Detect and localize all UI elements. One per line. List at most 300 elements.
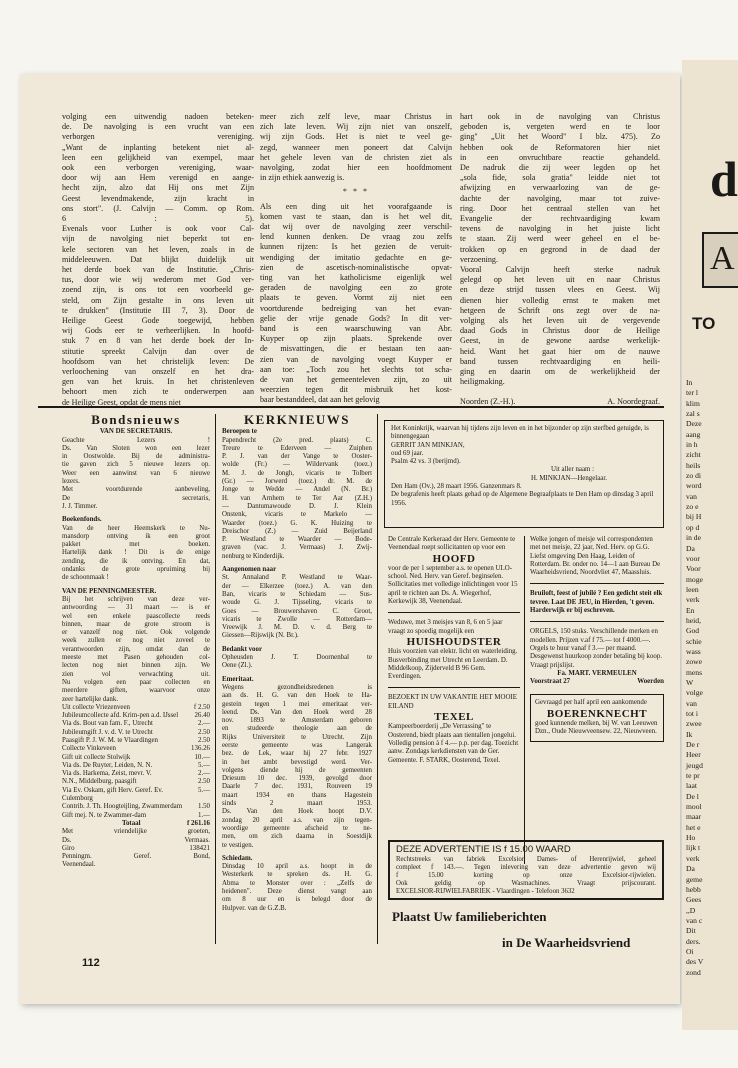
secretaris-line: De secretaris, bbox=[62, 494, 210, 502]
adjacent-line: ter l bbox=[686, 388, 699, 398]
aangenomen-heading: Aangenomen naar bbox=[222, 566, 277, 574]
article-line: wendiging der imitatio gedachte en ge- bbox=[260, 252, 452, 262]
bondsnieuws-title: Bondsnieuws bbox=[91, 412, 181, 427]
adjacent-line: voor bbox=[686, 553, 700, 563]
adjacent-line: moge bbox=[686, 574, 703, 584]
article-line: hebben ook de Reformatoren hier niet bbox=[460, 142, 660, 152]
article-line: ons stort". (J. Calvijn — Comm. op Rom. bbox=[62, 203, 254, 213]
penning-line: lecten nog niet binnen zijn. We bbox=[62, 662, 210, 670]
article-line: kunnen rijzen: Is het gezien de veruit- bbox=[260, 242, 452, 252]
beroepen-line: wolde (Fr.) — Wildervank (toez.) bbox=[222, 461, 372, 469]
column-divider bbox=[377, 414, 378, 944]
article-line: „Want de inplanting betekent niet al- bbox=[62, 142, 254, 152]
article-line: vijn de navolging niet beperkt tot en- bbox=[62, 234, 254, 244]
emeritaat-line: gestein tegen 1 mei emeritaat ver- bbox=[222, 700, 372, 708]
emeritaat-line: zondag 20 april a.s. van zijn tegen- bbox=[222, 816, 372, 824]
gift-row bbox=[62, 737, 210, 745]
gift-row bbox=[62, 712, 210, 720]
obituary-place-date: Den Ham (Ov.), 28 maart 1956. Ganzenmars 8. bbox=[391, 483, 522, 491]
gift-amount: 2.— bbox=[197, 770, 210, 778]
secretaris-line: lezers. bbox=[62, 478, 80, 486]
adjacent-line: zicht bbox=[686, 450, 701, 460]
beroepen-line: M. J. de Jongh, vicaris te Tolbert bbox=[222, 469, 372, 477]
adjacent-line: Ho bbox=[686, 833, 696, 843]
vermeulen-address bbox=[530, 678, 664, 686]
adjacent-line: leen bbox=[686, 584, 699, 594]
beroepen-line: Jonge te Wedde — Andel (N. Br.) bbox=[222, 486, 372, 494]
emeritaat-line: eerste gemeente was Langerak bbox=[222, 741, 372, 749]
texel-body: Kampeerboerderij „De Verrassing" te Oosterend, biedt plaats aan tientallen jongelui. Volledig pension à f 4.— p.p. per dag. Toezicht aanw. Zondags kerkdiensten van de Ger. Gemeente. F. STARK, Oosterend, Texel. bbox=[388, 723, 519, 764]
article-line: band tussen rechtvaardiging en heili- bbox=[460, 356, 660, 366]
gift-label: Jubileumgift J. v. d. V. te Utrecht bbox=[62, 728, 153, 736]
boekenfonds-line: mansdorp ontving ik een groot bbox=[62, 532, 210, 540]
emeritaat-line: Driesum 10 dec. 1939, gevolgd door bbox=[222, 775, 372, 783]
gift-row bbox=[62, 787, 210, 804]
article-line: de Heilige Geest, opdat de mens niet bbox=[62, 397, 181, 407]
adjacent-line: aang bbox=[686, 429, 701, 439]
adjacent-text bbox=[686, 378, 738, 978]
excelsior-line: f 15.00 korting op onze Excelsior-rijwielen. bbox=[396, 872, 656, 880]
article-line: verzoening. bbox=[460, 254, 498, 264]
adjacent-line: Da bbox=[686, 864, 695, 874]
obituary-name: GERRIT JAN MINKJAN, bbox=[391, 441, 465, 449]
orgels-ad: ORGELS, 150 stuks. Verschillende merken en modellen. Prijzen v.af f 75.— tot f 4000.—. Orgels te huur vanaf f 3.— per maand. Desgewenst huurkoop zonder betaling bij koop. Vraagt prijslijst. bbox=[530, 628, 663, 669]
adjacent-line: volge bbox=[686, 688, 703, 698]
article-line: trokken op en gegrond in de daad der bbox=[460, 244, 660, 254]
penning-line: Bij het schrijven van deze ver- bbox=[62, 595, 210, 603]
article-line: zien de ascetisch-nominalistische opvat- bbox=[260, 262, 452, 272]
article-line: verborgen vereniging. bbox=[62, 132, 254, 142]
aangenomen-line: Ban, vicaris te Schiedam — Sus- bbox=[222, 590, 372, 598]
beroepen-line: Papendrecht (2e pred. plaats) C. bbox=[222, 436, 372, 444]
article-column-3 bbox=[460, 112, 660, 408]
article-line: het derde boek van de Institutie. „Chris- bbox=[62, 265, 254, 275]
adjacent-line: het e bbox=[686, 822, 701, 832]
weduwe-ad: Weduwe, met 3 meisjes van 8, 6 en 5 jaar vraagt zo spoedig mogelijk een bbox=[388, 619, 503, 635]
article-column-1 bbox=[62, 112, 254, 408]
adjacent-line: En bbox=[686, 605, 695, 615]
article-line: afwijzing en verwaarlozing van de ge- bbox=[460, 183, 660, 193]
bedankt-line: Opheusden J. T. Doornenbal te bbox=[222, 654, 372, 662]
beroepen-line: Treure te Ederveen — Zuiphen bbox=[222, 444, 372, 452]
adjacent-line: laat bbox=[686, 781, 697, 791]
obituary-family-label: Uit aller naam : bbox=[551, 466, 595, 474]
gift-list bbox=[62, 704, 210, 820]
article-line: lend kunnen denken. De vraag zou zelfs bbox=[260, 232, 452, 242]
boer-title: BOERENKNECHT bbox=[546, 707, 648, 720]
article-line: Kuyper op zijn plaats. Sprekende over bbox=[260, 334, 452, 344]
total-label: Totaal bbox=[122, 819, 141, 827]
article-line: gelegd op het leven uit en naar Christus bbox=[460, 275, 660, 285]
adjacent-line: geme bbox=[686, 874, 703, 884]
boerenknecht-ad bbox=[530, 694, 664, 741]
schiedam-line: Hulpver. van de G.Z.B. bbox=[222, 904, 287, 912]
article-line: wij Gods eer te verheerlijken. In hoofd- bbox=[62, 326, 254, 336]
schiedam-line: heidenen". Deze dienst vangt aan bbox=[222, 888, 372, 896]
boekenfonds-line: ondanks de grote opruiming bij bbox=[62, 566, 210, 574]
boekenfonds-line: zending, die ik ontving. En dat, bbox=[62, 557, 210, 565]
gift-amount: 2.50 bbox=[197, 736, 210, 744]
boekenfonds-line: de schoonmaak ! bbox=[62, 574, 109, 582]
adjacent-line: schie bbox=[686, 636, 702, 646]
emeritaat-line: Ds. Van den Hoek hoopt D.V. bbox=[222, 808, 372, 816]
total-amount: f 261.16 bbox=[187, 819, 210, 827]
penning-line: Nu volgen een paar collecten en bbox=[62, 678, 210, 686]
gift-label: Via ds. Bout van fam. F., Utrecht bbox=[62, 720, 153, 728]
closing-line: Met vriendelijke groeten, bbox=[62, 828, 210, 836]
gift-label: Collecte Vinkeveen bbox=[62, 745, 116, 753]
excelsior-title: DEZE ADVERTENTIE IS f 15.00 WAARD bbox=[396, 844, 571, 855]
article-line: komen vast te staan, dan is het wel dit, bbox=[260, 211, 452, 221]
article-line: geboden is, vergeten werd en te loor bbox=[460, 122, 660, 132]
adjacent-line: hebb bbox=[686, 884, 701, 894]
emeritaat-line: sinds 2 maart 1953. bbox=[222, 800, 372, 808]
emeritaat-line: Wegens gezondheidsredenen is bbox=[222, 683, 372, 691]
article-line: kele sectoren van het leven, zoals in de bbox=[62, 244, 254, 254]
adjacent-line: maar bbox=[686, 812, 702, 822]
beroepen-line: graven (vac. J. Vermaas) J. Zwij- bbox=[222, 544, 372, 552]
obituary-age: oud 69 jaar. bbox=[391, 449, 424, 457]
adjacent-line: Ik bbox=[686, 729, 693, 739]
obituary-family-name: H. MINKJAN—Hengelaar. bbox=[531, 474, 607, 482]
article-line: Evangelie der rechtvaardiging kwam bbox=[460, 214, 660, 224]
gift-amount: 5.— bbox=[197, 761, 210, 769]
emeritaat-line: en studeerde theologie aan de bbox=[222, 725, 372, 733]
slogan-line-1: Plaatst Uw familieberichten bbox=[392, 909, 547, 924]
aangenomen-line: der — Elkerzee (toez.) A. van den bbox=[222, 582, 372, 590]
secretaris-line: in Oostwolde. Bij de administra- bbox=[62, 453, 210, 461]
article-line: weerzien tegen dit misbruik het kost- bbox=[260, 385, 452, 395]
adjacent-line: bij H bbox=[686, 512, 702, 522]
penning-line: binnen, maar de grote stroom is bbox=[62, 620, 210, 628]
adjacent-line: Gees bbox=[686, 895, 702, 905]
aangenomen-line: St. Annaland P. Westland te Waar- bbox=[222, 574, 372, 582]
vermeulen-name: Fa. MART. VERMEULEN bbox=[557, 669, 637, 677]
beroepen-line: (Gr.) — Jorwerd (toez.) dr. M. de bbox=[222, 478, 372, 486]
emeritaat-line: Rijks Universiteit te Utrecht. Zijn bbox=[222, 733, 372, 741]
emeritaat-line: men, om zich daarna in Soestdijk bbox=[222, 833, 372, 841]
gift-label: Paasgift P. J. W. M. te Vlaardingen bbox=[62, 736, 158, 744]
schiedam-line: om 8 uur en is belegd door de bbox=[222, 896, 372, 904]
beroepen-line: P. Westland te Waarder — Bode- bbox=[222, 536, 372, 544]
excelsior-line: compleet f 143.—. Tegen inlevering van deze advertentie geven wij bbox=[396, 864, 656, 872]
adjacent-line: God bbox=[686, 626, 700, 636]
ad-column-left bbox=[388, 536, 520, 765]
adjacent-line: zal s bbox=[686, 409, 700, 419]
article-line: stitutie spreekt Calvijn dan over de bbox=[62, 346, 254, 356]
obituary-notice bbox=[384, 420, 664, 528]
ad-column-right bbox=[530, 536, 664, 742]
adjacent-box bbox=[702, 232, 738, 288]
adjacent-line: van bbox=[686, 491, 697, 501]
magazine-page bbox=[20, 74, 680, 1004]
bedankt-heading: Bedankt voor bbox=[222, 645, 263, 653]
penning-line: wel een enkele paascollecte reeds bbox=[62, 612, 210, 620]
article-line: heiligmaking. bbox=[460, 377, 505, 387]
penning-line: meeste met Pasen gehouden col- bbox=[62, 654, 210, 662]
boer-body: goed kunnende melken, bij W. van Leeuwen Dzn., Oude Nieuwveensew. 22, Nieuwveen. bbox=[535, 720, 658, 736]
adjacent-line: mens bbox=[686, 667, 703, 677]
gift-amount: 5.— bbox=[197, 786, 210, 794]
family-notices-slogan bbox=[392, 904, 630, 956]
adjacent-page-edge bbox=[682, 60, 738, 1030]
article-line: aan toe: „Toch zou het slechts tot scha- bbox=[260, 364, 452, 374]
adjacent-line: in de bbox=[686, 533, 701, 543]
secretaris-line: Ds. Van Sloten won een lezer bbox=[62, 444, 210, 452]
section-divider-stars: * * * bbox=[342, 187, 370, 197]
article-line: Heilige Geest Gode toegewijd, hebben bbox=[62, 316, 254, 326]
adjacent-line: Dit bbox=[686, 926, 696, 936]
gift-amount: 1.50 bbox=[197, 803, 210, 811]
article-line: baar bestanddeel, dat aan het gelovig bbox=[260, 395, 380, 405]
adjacent-line: Voor bbox=[686, 564, 701, 574]
obituary-intro: Het Koninkrijk, waarvan hij tijdens zijn leven en in het bijzonder op zijn sterfbed getuigde, is binnengegaan bbox=[391, 425, 649, 441]
article-line: dachte der navolging, maar tot zuive- bbox=[460, 193, 660, 203]
article-line: geraden de navolging een zo grote bbox=[260, 283, 452, 293]
gift-row bbox=[62, 729, 210, 737]
penning-line: verantwoorden zijn, omdat dan de bbox=[62, 645, 210, 653]
bruiloft-ad: Bruiloft, feest of jubilé ? Een gedicht steit elk tevree. Laat DE JEU, in Hierden, 't geven. Harderwijk er bij eschreven. bbox=[530, 590, 663, 615]
adjacent-line: wass bbox=[686, 646, 701, 656]
adjacent-line: mool bbox=[686, 802, 702, 812]
adjacent-line: klim bbox=[686, 398, 700, 408]
penning-line: antwoording — 31 maart — is er bbox=[62, 604, 210, 612]
closing-line: Penningm. Geref. Bond, bbox=[62, 853, 210, 861]
adjacent-line: Oi bbox=[686, 946, 694, 956]
adjacent-heading: TO bbox=[692, 314, 716, 333]
article-line: in zijn ethiek aanwezig is. bbox=[260, 173, 345, 183]
article-line: steld, om Zijn gestalte in ons leven uit bbox=[62, 295, 254, 305]
huishoudster-title: HUISHOUDSTER bbox=[406, 635, 502, 648]
beroepen-line: nenburg te Kinderdijk. bbox=[222, 552, 285, 560]
article-line: Evenals voor Luther is ook voor Cal- bbox=[62, 224, 254, 234]
adjacent-line: verk bbox=[686, 595, 700, 605]
article-line: verloochening van onszelf en het dra- bbox=[62, 367, 254, 377]
article-line: hart ook in de navolging van Christus bbox=[460, 112, 660, 121]
emeritaat-line: aan ds. H. G. van den Hoek te Ha- bbox=[222, 692, 372, 700]
adjacent-line: van c bbox=[686, 915, 703, 925]
adjacent-line: Heer bbox=[686, 750, 701, 760]
gift-row bbox=[62, 762, 210, 770]
vermeulen-street: Voorstraat 27 bbox=[530, 678, 571, 686]
penning-line: zeer hartelijke dank. bbox=[62, 695, 119, 703]
adjacent-line: ders. bbox=[686, 936, 701, 946]
boekenfonds-line: Hartelijk dank ! Dit is de enige bbox=[62, 549, 210, 557]
section-divider bbox=[38, 406, 664, 408]
adjacent-line: zowe bbox=[686, 657, 703, 667]
article-line: ging en daarin om de werkelijkheid der bbox=[460, 367, 660, 377]
secretaris-line: Weer een aanwinst van 6 nieuwe bbox=[62, 469, 210, 477]
emeritaat-line: volgens diende hij de gemeenten bbox=[222, 766, 372, 774]
texel-intro: BEZOEKT IN UW VAKANTIE HET MOOIE EILAND bbox=[388, 694, 517, 710]
article-column-2 bbox=[260, 112, 452, 406]
adjacent-line: W bbox=[686, 677, 694, 687]
article-line: door wij aan Hem verenigd en aange- bbox=[62, 173, 254, 183]
kerknieuws-title: KERKNIEUWS bbox=[243, 412, 351, 427]
article-line: en deze strijd tussen vlees en Geest. Wij bbox=[460, 285, 660, 295]
correspondentie-ad: Welke jongen of meisje wil correspondenten met net meisje, 22 jaar, Ned. Herv. op G.G. Liefst omgeving Den Haag, Leiden of Rotterdam. Br. onder no. 14—1 aan Bureau De Waarheidsvriend, Noordvliet 47, Maassluis. bbox=[530, 536, 661, 577]
article-line: hetgeen de Schrift ons zegt over de na- bbox=[460, 305, 660, 315]
article-line: ring. Door het centraal stellen van het bbox=[460, 203, 660, 213]
emeritaat-line: maart 1934 en thans Hagestein bbox=[222, 791, 372, 799]
column-divider bbox=[524, 536, 525, 864]
article-line: zich late leven. Wij zijn niet van onszelf, bbox=[260, 122, 452, 132]
penning-line: meerdere giften, waarvoor onze bbox=[62, 687, 210, 695]
gift-row bbox=[62, 803, 210, 811]
secretaris-line: Geachte Lezers ! bbox=[62, 436, 210, 444]
emeritaat-line: nov. 1893 te Amsterdam geboren bbox=[222, 717, 372, 725]
adjacent-line: word bbox=[686, 481, 702, 491]
gift-label: Via ds. Harkema, Zeist, mevr. V. bbox=[62, 770, 152, 778]
closing-line: Ds. Vermaas. bbox=[62, 836, 210, 844]
beroepen-line: — Dantumawoude D. J. Klein bbox=[222, 502, 372, 510]
adjacent-line: Da bbox=[686, 543, 695, 553]
penning-line: er vanzelf nog niet. Ook volgende bbox=[62, 629, 210, 637]
page-number: 112 bbox=[82, 957, 100, 969]
gift-label: Via Ev. Oskam, gift Herv. Geref. Ev. Culemborg bbox=[62, 786, 163, 803]
adjacent-line: verk bbox=[686, 853, 700, 863]
kerknieuws-column bbox=[222, 414, 372, 913]
adjacent-line: van bbox=[686, 698, 697, 708]
penning-line: zien vol verwachting uit. bbox=[62, 670, 210, 678]
emeritaat-line: Daarle 7 dec. 1931, Rouveen 19 bbox=[222, 783, 372, 791]
schiedam-heading: Schiedam. bbox=[222, 854, 253, 862]
beroepen-line: Waarder (toez.) G. K. Huizing te bbox=[222, 519, 372, 527]
article-line: de van het gemeenteleven zijn, zo uit bbox=[260, 375, 452, 385]
gift-amount: f 2.50 bbox=[193, 703, 210, 711]
article-line: de. De navolging is een vrucht van een bbox=[62, 122, 254, 132]
excelsior-line: Ook geldig op Wasmachines. Vraagt prijscourant. bbox=[396, 880, 656, 888]
boekenfonds-line: Van de heer Heemskerk te Nu- bbox=[62, 524, 210, 532]
boekenfonds-line: pakket met boeken. bbox=[62, 541, 210, 549]
article-line: ging" „Uit het Woord" I blz. 475). Zo bbox=[460, 132, 660, 142]
article-line: gelie der vrije genade Gods? In dit ver- bbox=[260, 313, 452, 323]
gift-row bbox=[62, 770, 210, 778]
article-line: het gehele leven van de christen ziet als bbox=[260, 152, 452, 162]
article-line: te staan. Zij werd weer geheel en el be- bbox=[460, 234, 660, 244]
boer-intro: Gevraagd per half april een aankomende bbox=[535, 699, 647, 707]
article-line: behoort men zich te onderwerpen aan bbox=[62, 387, 254, 397]
penningmeester-heading: VAN DE PENNINGMEESTER. bbox=[62, 587, 157, 595]
beroepen-heading: Beroepen te bbox=[222, 428, 257, 436]
hoofd-ad-intro: De Centrale Kerkeraad der Herv. Gemeente te Veenendaal roept sollicitanten op voor een bbox=[388, 536, 516, 552]
article-line: gen van het kruis. In het christenleven bbox=[62, 377, 254, 387]
article-line: stuk 7 en 8 van het derde boek der In- bbox=[62, 336, 254, 346]
bondsnieuws-column bbox=[62, 414, 210, 870]
gift-row bbox=[62, 704, 210, 712]
emeritaat-line: bez. de Lek, waar hij 27 febr. 1927 bbox=[222, 750, 372, 758]
emeritaat-heading: Emeritaat. bbox=[222, 675, 254, 683]
vermeulen-place: Woerden bbox=[637, 678, 664, 686]
article-line: navolging, zodat hier een hoofdmoment bbox=[260, 163, 452, 173]
closing-line: Giro 138421 bbox=[62, 844, 210, 852]
article-line: volging een uitwendig nadoen beteken- bbox=[62, 112, 254, 121]
gift-row bbox=[62, 778, 210, 786]
adjacent-line: De l bbox=[686, 791, 699, 801]
boekenfonds-heading: Boekenfonds. bbox=[62, 516, 102, 524]
adjacent-line: In bbox=[686, 378, 693, 387]
article-line: te drukken" (Institutie III 7, 3). Door de bbox=[62, 305, 254, 315]
column-divider bbox=[215, 414, 216, 944]
schiedam-line: Westerkerk te spreken ds. H. G. bbox=[222, 871, 372, 879]
article-line: Vooral Calvijn heeft sterke nadruk bbox=[460, 265, 660, 275]
adjacent-line: heid, bbox=[686, 615, 701, 625]
article-line: tevens de navolging in het juiste licht bbox=[460, 224, 660, 234]
article-line: dat wij over de navolging zeer verschil- bbox=[260, 222, 452, 232]
excelsior-line: Rechtstreeks van fabriek Excelsior Dames- of Herenrijwiel, geheel bbox=[396, 856, 656, 864]
article-line: Als een ding uit het voorafgaande is bbox=[260, 201, 452, 211]
article-line: hecht zijn, alzo dat Hij ons met Zijn bbox=[62, 183, 254, 193]
adjacent-big-letter: d bbox=[710, 151, 738, 207]
adjacent-line: op d bbox=[686, 522, 700, 532]
gift-row bbox=[62, 745, 210, 753]
gift-amount: 1.— bbox=[197, 811, 210, 819]
gift-row bbox=[62, 754, 210, 762]
gift-amount: 26.40 bbox=[194, 712, 210, 720]
beroepen-line: P. J. van der Vange te Ooster- bbox=[222, 453, 372, 461]
article-line: voortdurende bedreiging van het evan- bbox=[260, 303, 452, 313]
adjacent-line: tot i bbox=[686, 709, 699, 718]
article-line: middeleeuwen. Dat blijkt duidelijk uit bbox=[62, 254, 254, 264]
gift-amount: 10.— bbox=[194, 753, 210, 761]
emeritaat-line: woordige gemeente afscheid te ne- bbox=[222, 824, 372, 832]
adjacent-line: lijk t bbox=[686, 843, 701, 853]
article-line: De nadruk die zij weer legden op het bbox=[460, 163, 660, 173]
article-line: zoend zijn, is ons tot een voorbeeld ge- bbox=[62, 285, 254, 295]
gift-row bbox=[62, 812, 210, 820]
article-line: 6 : 5). bbox=[62, 214, 254, 224]
article-line: ook een verborgen vereniging, waar- bbox=[62, 163, 254, 173]
article-line: leen een gelijkheid van exempel, maar bbox=[62, 152, 254, 162]
article-line: daad Gods in Christus door de Heilige bbox=[460, 326, 660, 336]
article-line: Geest, in de gewone aardse werkelijk- bbox=[460, 336, 660, 346]
adjacent-line: jeugd bbox=[686, 760, 703, 770]
aangenomen-line: Vreewijk J. M. D. v. d. Berg te bbox=[222, 624, 372, 632]
article-line: plaats te geven. Vormt zij niet een bbox=[260, 293, 452, 303]
adjacent-box-letter: A bbox=[710, 240, 735, 277]
article-line: band is een waarschuwing van Abr. bbox=[260, 324, 452, 334]
adjacent-line: te pr bbox=[686, 771, 700, 781]
adjacent-line: in h bbox=[686, 440, 698, 450]
aangenomen-line: vicaris te Zwolle — Rotterdam— bbox=[222, 615, 372, 623]
gift-amount: 2.50 bbox=[197, 728, 210, 736]
huishoudster-body: Huis voorzien van elektr. licht en waterleiding. Busverbinding met Utrecht en Leerdam. D. Middelkoop, Zijderveld B 96 Gem. Everdingen. bbox=[388, 648, 518, 681]
gift-row bbox=[62, 720, 210, 728]
adjacent-line: Deze bbox=[686, 419, 702, 429]
excelsior-ad bbox=[388, 840, 664, 900]
adjacent-line: De r bbox=[686, 740, 700, 750]
article-line: dienen hier volledig ernst te maken met bbox=[460, 295, 660, 305]
aangenomen-line: Goes — Brouwershaven C. Groot, bbox=[222, 607, 372, 615]
schiedam-line: Abma te Monster over : „Zelfs de bbox=[222, 879, 372, 887]
texel-title: TEXEL bbox=[434, 711, 474, 724]
emeritaat-line: in het ambt bevestigd werd. Ver- bbox=[222, 758, 372, 766]
excelsior-line: EXCELSIOR-RIJWIELFABRIEK - Vlaardingen - Telefoon 3632 bbox=[396, 888, 575, 896]
adjacent-line: zo di bbox=[686, 471, 701, 481]
gift-amount: 2.— bbox=[197, 720, 210, 728]
article-line: volging als het leven uit de vergevende bbox=[460, 316, 660, 326]
aangenomen-line: Giessen—Rijswijk (N. Br.). bbox=[222, 632, 299, 640]
adjacent-line: heils bbox=[686, 460, 701, 470]
obituary-burial: De begrafenis heeft plaats gehad op de Algemene Begraafplaats te Den Ham op dinsdag 3 april 1956. bbox=[391, 491, 654, 507]
beroepen-line: H. van Arnhem te Ter Aar (Z.H.) bbox=[222, 494, 372, 502]
article-line: „sola fide, sola gratia" leidde niet tot bbox=[460, 173, 660, 183]
gift-amount: 136.26 bbox=[191, 745, 210, 753]
gift-total-row bbox=[62, 820, 210, 828]
article-line: in een onvruchtbare reactie gehandeld. bbox=[460, 152, 660, 162]
hoofd-ad-body: voor de per 1 september a.s. te openen ULO-school. Ned. Herv. van Geref. beginselen. Sollicitaties met volledige inlichtingen voor 15 april te richten aan Ds. A. Wiegerhof, Kerkewijk 38, Veenendaal. bbox=[388, 564, 518, 606]
slogan-line-2: in De Waarheidsvriend bbox=[502, 935, 631, 950]
